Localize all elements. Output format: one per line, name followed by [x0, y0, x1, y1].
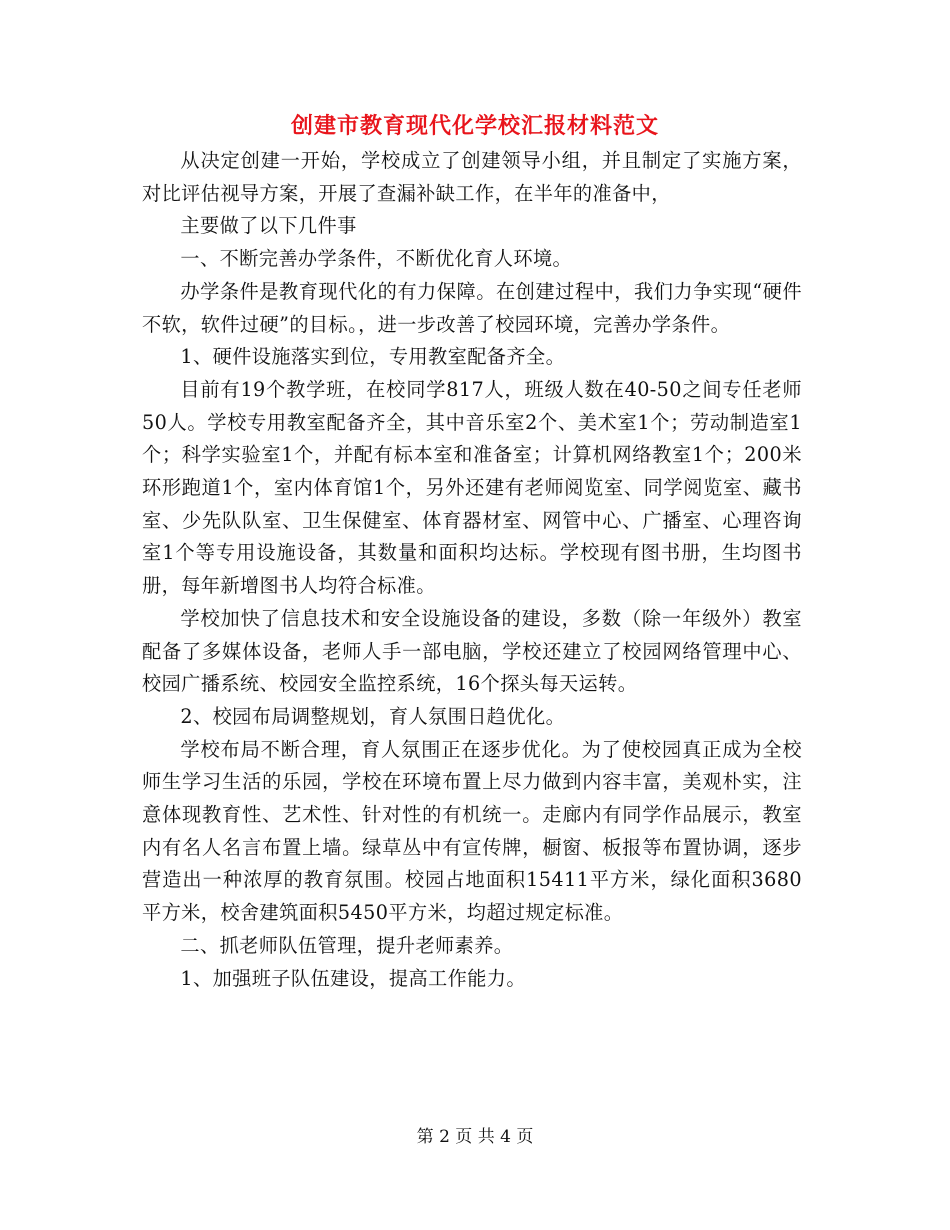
page-number-footer: 第 2 页 共 4 页 — [416, 1127, 534, 1147]
paragraph: 主要做了以下几件事 — [180, 214, 357, 238]
subsection-heading: 1、硬件设施落实到位，专用教室配备齐全。 — [180, 345, 566, 369]
paragraph: 学校加快了信息技术和安全设施设备的建设，多数（除一年级外）教室配备了多媒体设备，老师人手一部电脑，学校还建立了校园网络管理中心、校园广播系统、校园安全监控系统，16个探头每天运转。 — [142, 606, 802, 696]
paragraph: 学校布局不断合理，育人氛围正在逐步优化。为了使校园真正成为全校师生学习生活的乐园，学校在环境布置上尽力做到内容丰富，美观朴实，注意体现教育性、艺术性、针对性的有机统一。走廊内有同学作品展示，教室内有名人名言布置上墙。绿草丛中有宣传牌，橱窗、板报等布置协调，逐步营造出一种浓厚的教育氛围。校园占地面积15411平方米，绿化面积3680平方米，校舍建筑面积5450平方米，均超过规定标准。 — [142, 737, 802, 925]
section-heading: 二、抓老师队伍管理，提升老师素养。 — [180, 933, 514, 957]
paragraph: 目前有19个教学班，在校同学817人，班级人数在40-50之间专任老师50人。学校专用教室配备齐全，其中音乐室2个、美术室1个；劳动制造室1个；科学实验室1个，并配有标本室和准备室；计算机网络教室1个；200米环形跑道1个，室内体育馆1个，另外还建有老师阅览室、同学阅览室、藏书室、少先队队室、卫生保健室、体育器材室、网管中心、广播室、心理咨询室1个等专用设施设备，其数量和面积均达标。学校现有图书册，生均图书册，每年新增图书人均符合标准。 — [142, 377, 802, 598]
paragraph: 从决定创建一开始，学校成立了创建领导小组，并且制定了实施方案，对比评估视导方案，开展了查漏补缺工作，在半年的准备中， — [142, 149, 802, 205]
document-title: 创建市教育现代化学校汇报材料范文 — [290, 113, 659, 139]
document-body — [142, 145, 802, 995]
section-heading: 一、不断完善办学条件，不断优化育人环境。 — [180, 247, 573, 271]
subsection-heading: 2、校园布局调整规划，育人氛围日趋优化。 — [180, 704, 566, 728]
subsection-heading: 1、加强班子队伍建设，提高工作能力。 — [180, 966, 526, 990]
paragraph: 办学条件是教育现代化的有力保障。在创建过程中，我们力争实现“硬件不软，软件过硬”的目标。，进一步改善了校园环境，完善办学条件。 — [142, 279, 802, 336]
